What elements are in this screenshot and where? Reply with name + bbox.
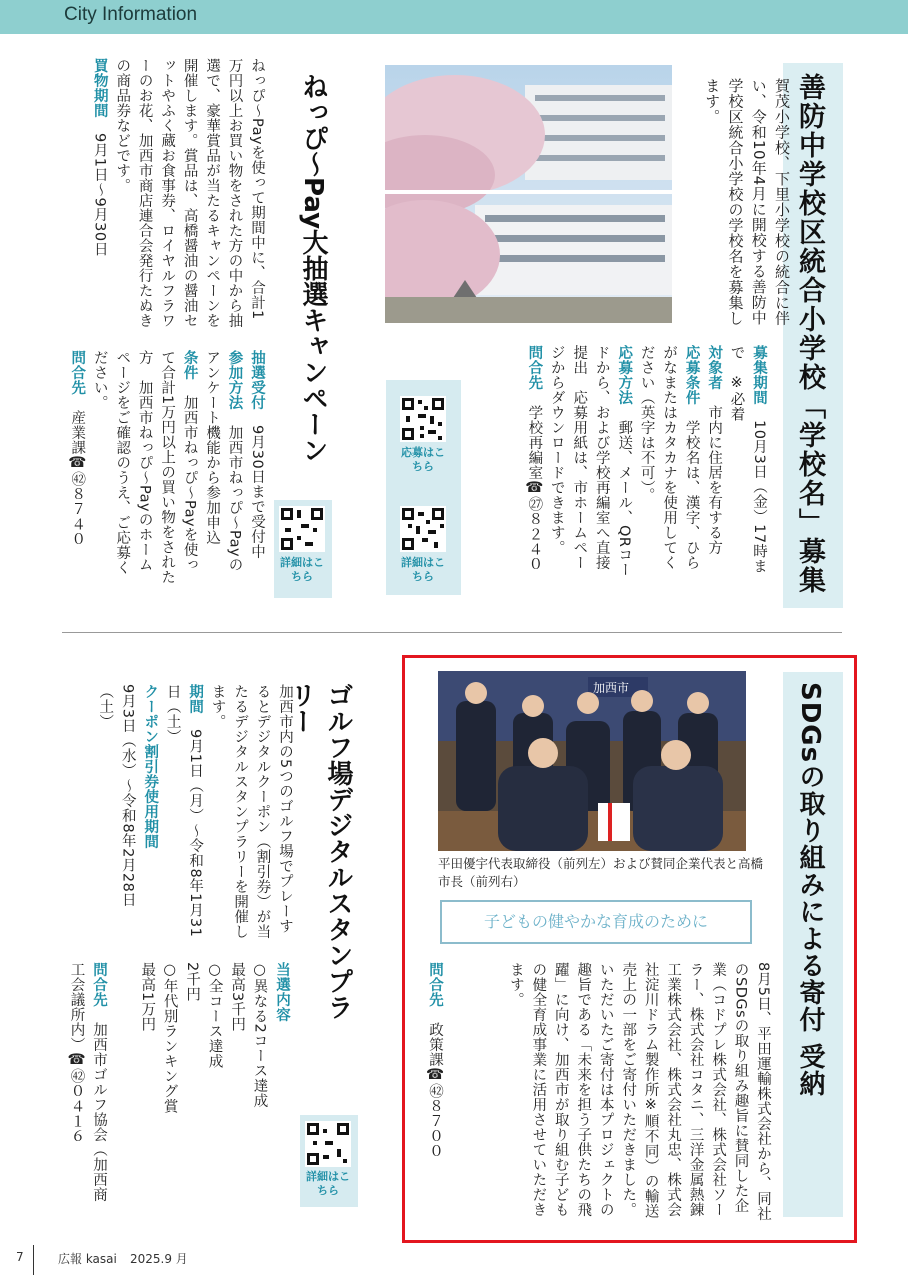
magazine-name: 広報 kasai — [58, 1252, 117, 1266]
article1-body: 賀茂小学校、下里小学校の統合に伴い、令和10年4月に開校する善防中学校区統合小学校の学校名を募集します。 — [703, 78, 791, 326]
photo-caption: 平田優宇代表取締役（前列左）および賛同企業代表と高橋市長（前列右） — [438, 856, 764, 889]
article3-title-box — [783, 672, 843, 1217]
article2-cond-label: 条件 — [181, 350, 198, 380]
article2-details: 抽選受付 9月30日まで受付中 参加方法 加西市ねっぴ～Payのアンケート機能から参加申込 条件 加西市ねっぴ～Payを使って合計1万円以上の買い物をされた方 加西市ねっぴ～Payのホームページをご確認のうえ、ご応募ください。 問合先 産業課☎㊷８７４０ — [69, 350, 265, 585]
article1-cond-label: 応募条件 — [683, 345, 700, 405]
article1-target-label: 対象者 — [706, 345, 723, 390]
article2-buy-label: 買物期間 — [91, 58, 108, 118]
article4-title-box — [286, 672, 357, 1022]
article2-body: ねっぴ～Payを使って期間中に、合計1万円以上お買い物をされた方の中から抽選で、豪華賞品が当たるキャンペーンを開催します。賞品は、高橋醤油の醤油セットやふく蔵お食事券、ロイヤルフラワーのお花、加西市商店連合会発行たぬきの商品券などです。 買物期間 9月1日～9月30日 — [91, 58, 265, 328]
article4-contact-label: 問合先 — [91, 962, 107, 1007]
article1-qr-code-apply[interactable] — [400, 396, 446, 442]
article3-contact: 問合先 政策課☎㊷８７００ — [427, 962, 443, 1159]
article2-entry-label: 抽選受付 — [249, 350, 265, 410]
article2-qr-caption: 詳細はこちら — [280, 556, 324, 584]
article1-contact-label: 問合先 — [526, 345, 543, 390]
article3-title: SDGsの取り組みによる寄付 受納 — [795, 682, 825, 1098]
article4-coupon-label: クーポン割引券使用期間 — [142, 684, 159, 849]
article4-period-label: 期間 — [187, 684, 204, 714]
article1-period-label: 募集期間 — [751, 345, 767, 405]
section-divider — [62, 632, 842, 633]
article2-title: ねっぴ～Pay大抽選キャンペーン — [298, 73, 328, 464]
article1-qr1-caption: 応募はこちら — [401, 446, 445, 474]
page-header — [0, 0, 908, 34]
article1-title: 善防中学校区統合小学校「学校名」募集 — [794, 73, 825, 595]
page-number: 7 — [16, 1250, 24, 1264]
article4-prizes: 当選内容 ○異なる2コース達成 最高3千円 ○全コース達成 2千円 ○年代別ランキング賞 最高1万円 — [113, 962, 293, 1127]
article1-qr-code-detail[interactable] — [400, 506, 446, 552]
footer-rule — [33, 1245, 34, 1275]
banner-text: 加西市 — [593, 681, 630, 695]
article4-body: 加西市内の5つのゴルフ場でプレーするとデジタルクーポン（割引券）が当たるデジタルスタンプラリーを開催します。 期間 9月1日（月）～令和8年1月31日（土） クーポン割引券使用期間 9月3日（水）～令和8年2月28日（土） — [97, 684, 293, 939]
issue-date: 2025.9 月 — [130, 1252, 188, 1266]
article2-contact-label: 問合先 — [69, 350, 86, 395]
article3-body: 8月5日、平田運輸株式会社から、同社のSDGsの取り組み趣旨に賛同した企業（コドプレ株式会社、株式会社ソーラー、株式会社コタニ、三洋金属熱錬工業株式会社、株式会社丸忠、株式会社淀川ドラム製作所※順不同）の輸送売上の一部をご寄付いただきました。 いただいたご寄付は本プロジェクトの趣旨である「未来を担う子供たちの飛躍」に向け、加西市が取り組む子どもの健全育成事業に活用させていただきます。 — [507, 962, 771, 1222]
header-title: City Information — [64, 4, 198, 25]
article4-qr-code[interactable] — [305, 1121, 351, 1167]
article4-prize-label: 当選内容 — [274, 962, 290, 1022]
article1-details: 募集期間 10月3日（金）17時まで ※必着 対象者 市内に住居を有する方 応募条件 学校名は、漢字、ひらがなまたはカタカナを使用してください（英字は不可）。 応募方法 郵送、メール、QRコードから、および学校再編室へ直接提出 応募用紙は、市ホームページからダウンロードできます。 問合先 学校再編室☎㉗８２４０ — [526, 345, 767, 578]
school-photo — [385, 65, 672, 323]
article2-method-label: 参加方法 — [226, 350, 243, 410]
article1-method-label: 応募方法 — [616, 345, 633, 405]
article3-subtitle: 子どもの健やかな育成のために — [440, 900, 752, 944]
article1-qr2-caption: 詳細はこちら — [401, 556, 445, 584]
article2-qr-code[interactable] — [279, 506, 325, 552]
article3-contact-label: 問合先 — [427, 962, 443, 1007]
article4-title: ゴルフ場デジタルスタンプラリー — [286, 682, 353, 1020]
signing-photo — [438, 671, 746, 851]
article4-contact: 問合先 加西市ゴルフ協会（加西商工会議所内）☎㊷０４１６ — [68, 962, 107, 1202]
article4-qr-caption: 詳細はこちら — [306, 1170, 350, 1198]
